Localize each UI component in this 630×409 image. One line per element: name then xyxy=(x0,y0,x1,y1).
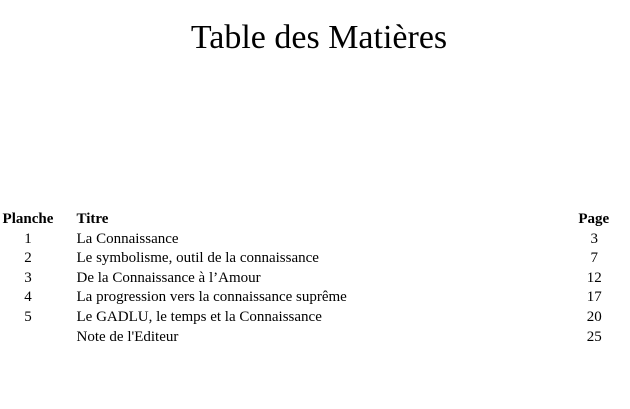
entry-title: Le GADLU, le temps et la Connaissance xyxy=(76,308,322,325)
table-row xyxy=(0,308,630,328)
planche-number: 1 xyxy=(24,230,32,247)
page-number: 7 xyxy=(590,250,599,267)
page-title: Table des Matières xyxy=(190,19,448,56)
entry-title: Le symbolisme, outil de la connaissance xyxy=(76,250,319,267)
table-row xyxy=(0,230,630,250)
table-row xyxy=(0,328,630,348)
planche-number: 5 xyxy=(24,308,32,325)
column-header-page: Page xyxy=(578,211,610,227)
column-spacer xyxy=(56,210,77,230)
page-number: 12 xyxy=(586,269,602,286)
entry-title: Note de l'Editeur xyxy=(76,328,179,345)
planche-number: 4 xyxy=(24,289,32,306)
page-number: 17 xyxy=(586,289,602,306)
column-header-titre: Titre xyxy=(76,211,109,227)
page-number: 3 xyxy=(590,230,599,247)
column-spacer xyxy=(56,288,77,308)
entry-title: La progression vers la connaissance suprême xyxy=(76,289,347,306)
column-spacer xyxy=(56,328,77,348)
column-spacer xyxy=(56,230,77,250)
column-spacer xyxy=(56,249,77,269)
page-number: 20 xyxy=(586,308,602,325)
table-row xyxy=(0,249,630,269)
table-of-contents xyxy=(0,210,630,347)
entry-title: La Connaissance xyxy=(76,230,179,247)
page-number: 25 xyxy=(586,328,602,345)
planche-number xyxy=(0,328,56,348)
planche-number: 3 xyxy=(24,269,32,286)
column-spacer xyxy=(56,308,77,328)
table-row xyxy=(0,288,630,308)
column-header-planche: Planche xyxy=(2,211,54,227)
entry-title: De la Connaissance à l’Amour xyxy=(76,269,261,286)
planche-number: 2 xyxy=(24,250,32,267)
column-spacer xyxy=(56,269,77,289)
table-row xyxy=(0,269,630,289)
table-header-row xyxy=(0,210,630,230)
